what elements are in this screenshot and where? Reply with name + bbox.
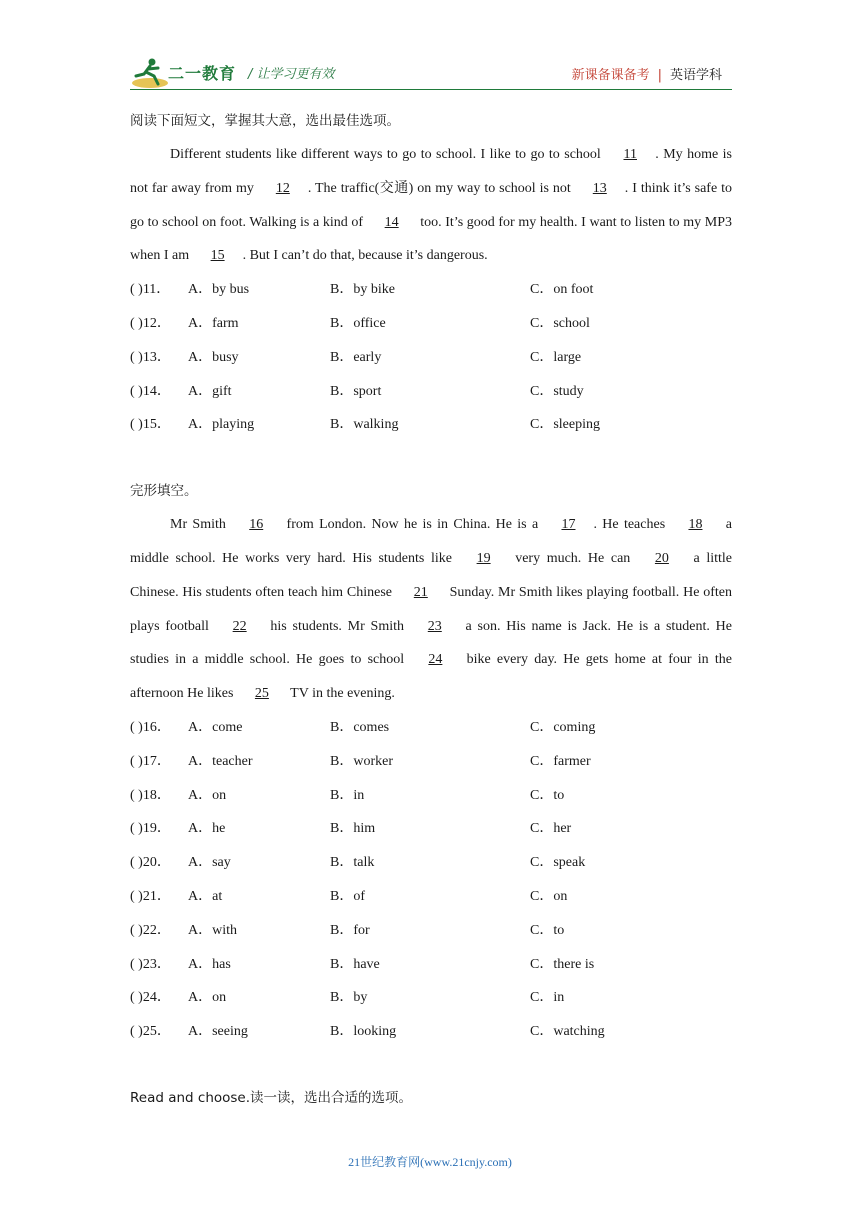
option-a: A．on — [188, 787, 227, 803]
page-footer: 21世纪教育网(www.21cnjy.com) — [348, 1155, 512, 1169]
question-row — [130, 880, 732, 914]
option-c: C．there is — [530, 956, 595, 972]
blank-24: 24 — [428, 652, 443, 668]
blank-13: 13 — [592, 180, 607, 196]
option-a: A．come — [188, 719, 243, 735]
section1-passage — [130, 138, 732, 273]
document-body — [130, 104, 732, 1115]
blank-20: 20 — [654, 550, 669, 566]
blank-17: 17 — [561, 517, 576, 533]
blank-21: 21 — [413, 584, 428, 600]
passage-text: bike every day. He gets home at four in the afternoon He likes — [130, 652, 733, 702]
option-c: C．on — [530, 888, 568, 904]
question-row — [130, 745, 732, 779]
logo — [130, 56, 250, 90]
runner-logo-icon — [130, 56, 170, 90]
section3-instruction: Read and choose.读一读，选出合适的选项。 — [130, 1089, 413, 1106]
option-a: A．say — [188, 855, 231, 871]
question-number: ( )21． — [130, 888, 171, 904]
option-c: C．to — [530, 922, 565, 938]
page-header — [130, 56, 732, 90]
question-row — [130, 408, 732, 442]
question-row — [130, 981, 732, 1015]
option-c: C．to — [530, 787, 565, 803]
question-number: ( )24． — [130, 990, 171, 1006]
option-b: B．comes — [330, 719, 390, 735]
passage-text: Different students like different ways to go to school. I like to go to school — [170, 147, 606, 162]
blank-12: 12 — [275, 180, 290, 196]
header-separator: | — [657, 68, 662, 83]
option-a: A．with — [188, 922, 237, 938]
option-b: B．him — [330, 821, 376, 837]
option-c: C．sleeping — [530, 417, 600, 433]
option-b: B．in — [330, 787, 365, 803]
option-c: C．watching — [530, 1024, 605, 1040]
option-a: A．he — [188, 821, 226, 837]
option-c: C．farmer — [530, 753, 591, 769]
header-rule — [130, 89, 732, 90]
blank-25: 25 — [254, 686, 269, 702]
section1-questions — [130, 273, 732, 442]
passage-text: TV in the evening. — [286, 686, 395, 702]
passage-text: Mr Smith — [170, 517, 232, 533]
passage-text: . But I can’t do that, because it’s dangerous. — [242, 248, 488, 264]
question-number: ( )12． — [130, 315, 171, 331]
passage-text: a little Chinese. His students often teach him Chinese — [130, 550, 733, 600]
section2-questions — [130, 711, 732, 1049]
passage-text: a son. His name is Jack. He is a student. He studies in a middle school. He goes to school — [130, 618, 732, 668]
option-b: B．walking — [330, 417, 399, 433]
blank-11: 11 — [623, 147, 637, 162]
option-a: A．teacher — [188, 753, 253, 769]
option-a: A．has — [188, 956, 231, 972]
question-number: ( )11． — [130, 282, 171, 298]
option-a: A．gift — [188, 383, 232, 399]
option-b: B．worker — [330, 753, 393, 769]
blank-18: 18 — [688, 517, 703, 533]
passage-text: . I think it’s safe to go to school on foot. Walking is a kind of — [130, 180, 732, 230]
option-c: C．her — [530, 821, 572, 837]
option-c: C．speak — [530, 855, 586, 871]
option-b: B．early — [330, 349, 382, 365]
passage-text: Sunday. Mr Smith likes playing football. He often plays football — [130, 584, 732, 634]
option-b: B．have — [330, 956, 380, 972]
option-a: A．at — [188, 888, 223, 904]
option-b: B．office — [330, 315, 386, 331]
question-number: ( )20． — [130, 855, 171, 871]
question-row — [130, 812, 732, 846]
question-number: ( )19． — [130, 821, 171, 837]
question-row — [130, 273, 732, 307]
question-number: ( )17． — [130, 753, 171, 769]
question-row — [130, 779, 732, 813]
blank-15: 15 — [210, 248, 225, 264]
passage-text: too. It’s good for my health. I want to listen to my MP3 when I am — [130, 214, 733, 264]
option-b: B．sport — [330, 383, 382, 399]
passage-text: his students. Mr Smith — [264, 618, 410, 634]
question-number: ( )18． — [130, 787, 171, 803]
section1-instruction: 阅读下面短文，掌握其大意，选出最佳选项。 — [130, 113, 400, 129]
blank-14: 14 — [384, 214, 399, 230]
blank-19: 19 — [476, 550, 491, 566]
question-row — [130, 948, 732, 982]
question-number: ( )16． — [130, 719, 171, 735]
passage-text: . The traffic(交通) on my way to school is not — [307, 180, 575, 196]
question-row — [130, 341, 732, 375]
header-tag-prep: 新课备课备考 — [571, 68, 650, 83]
option-c: C．school — [530, 315, 590, 331]
question-number: ( )23． — [130, 956, 171, 972]
option-a: A．by bus — [188, 282, 250, 298]
question-row — [130, 307, 732, 341]
passage-text: . He teaches — [593, 517, 671, 533]
passage-text: a middle school. He works very hard. His students like — [130, 517, 733, 566]
option-b: B．for — [330, 922, 370, 938]
option-c: C．large — [530, 349, 582, 365]
passage-text: . My home is not far away from my — [130, 147, 732, 196]
option-b: B．looking — [330, 1024, 397, 1040]
question-number: ( )25． — [130, 1024, 171, 1040]
logo-text: 二一教育 — [168, 64, 237, 83]
option-b: B．of — [330, 888, 365, 904]
question-number: ( )22． — [130, 922, 171, 938]
option-b: B．by — [330, 990, 368, 1006]
question-number: ( )15． — [130, 417, 171, 433]
blank-16: 16 — [249, 517, 264, 533]
option-c: C．on foot — [530, 282, 594, 298]
option-c: C．coming — [530, 719, 596, 735]
option-a: A．busy — [188, 349, 239, 365]
section2-passage — [130, 508, 732, 711]
option-a: A．seeing — [188, 1024, 248, 1040]
option-c: C．study — [530, 383, 584, 399]
section2-instruction: 完形填空。 — [130, 483, 198, 500]
header-subject: 英语学科 — [669, 68, 722, 83]
option-b: B．by bike — [330, 282, 395, 298]
option-c: C．in — [530, 990, 565, 1006]
question-row — [130, 914, 732, 948]
option-a: A．on — [188, 990, 227, 1006]
question-number: ( )14． — [130, 383, 171, 399]
option-b: B．talk — [330, 855, 375, 871]
question-row — [130, 711, 732, 745]
option-a: A．farm — [188, 315, 239, 331]
question-row — [130, 375, 732, 409]
header-right — [572, 64, 722, 83]
question-row — [130, 1015, 732, 1049]
option-a: A．playing — [188, 417, 255, 433]
slogan: / 让学习更有效 — [248, 67, 335, 82]
blank-22: 22 — [232, 618, 247, 634]
question-row — [130, 846, 732, 880]
passage-text: from London. Now he is in China. He is a — [281, 517, 544, 533]
blank-23: 23 — [427, 618, 442, 634]
passage-text: very much. He can — [508, 550, 637, 566]
question-number: ( )13． — [130, 349, 171, 365]
